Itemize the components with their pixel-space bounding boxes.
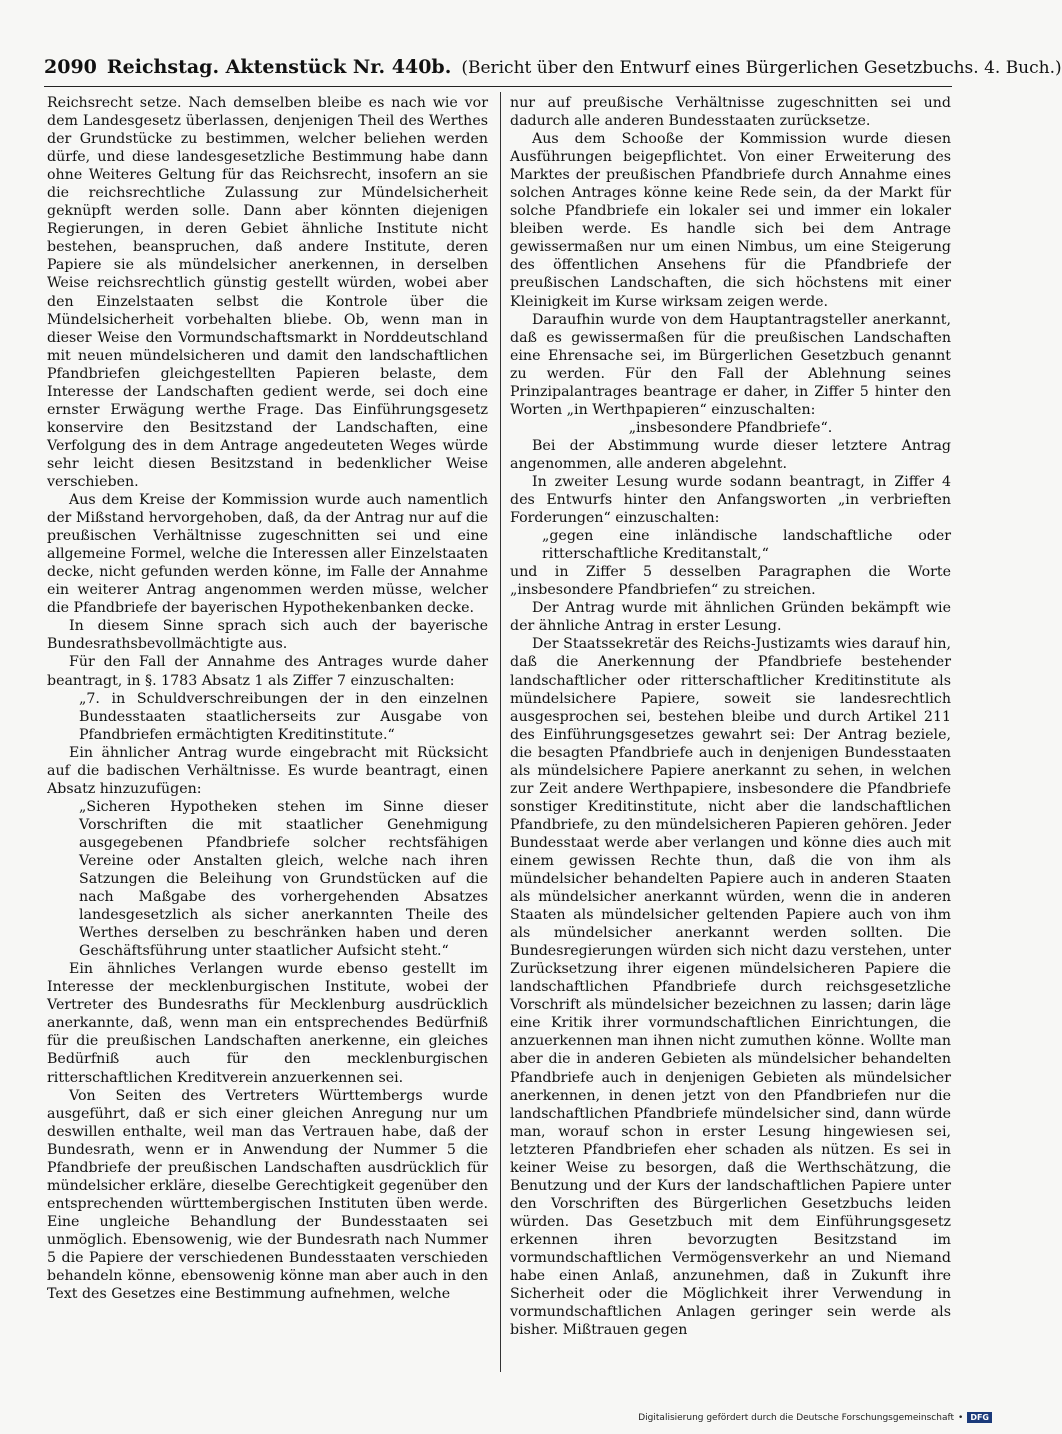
paragraph: Bei der Abstimmung wurde dieser letztere Antrag angenommen, alle anderen abgelehnt. [510,437,951,472]
quoted-amendment: „7. in Schuldverschreibungen der in den einzelnen Bundesstaaten staatlicherseits zur Ausgabe von Pfandbriefen ermächtigten Kreditinstitute.“ [79,690,488,743]
quoted-amendment: „Sicheren Hypotheken stehen im Sinne dieser Vorschriften die mit staatlicher Genehmigung ausgegebenen Pfandbriefe solcher rechtsfähigen Vereine oder Anstalten gleich, welche nach ihren Satzungen die Beleihung von Grundstücken auf die nach Maßgabe des vorhergehenden Absatzes landesgesetzlich als sicher anerkannten Theile des Werthes derselben zu beschränken haben und deren Geschäftsführung unter staatlicher Aufsicht steht.“ [79,798,488,960]
paragraph: Ein ähnlicher Antrag wurde eingebracht mit Rücksicht auf die badischen Verhältnisse. Es wurde beantragt, einen Absatz hinzuzufügen: [47,744,488,797]
paragraph: Der Antrag wurde mit ähnlichen Gründen bekämpft wie der ähnliche Antrag in erster Lesung. [510,600,951,635]
paragraph: Der Staatssekretär des Reichs-Justizamts wies darauf hin, daß die Anerkennung der Pfandbriefe bestehender landschaftlicher oder ritterschaftlicher Kreditinstitute als mündelsichere Papiere, soweit sie landesrechtlich ausgesprochen sei, bestehen bleibe und durch Artikel 211 des Einführungsgesetzes gewahrt sei: Der Antrag beziele, die besagten Pfandbriefe auch in denjenigen Bundesstaaten als mündelsichere Papiere anerkannt zu sehen, in welchen zur Zeit andere Werthpapiere, insbesondere die Pfandbriefe sonstiger Kreditinstitute, nicht aber die landschaftlichen Pfandbriefe, zu den mündelsicheren Papieren gehören. Jeder Bundesstaat werde aber verlangen und könne dies auch mit einem gewissen Rechte thun, daß die von ihm als mündelsicher behandelten Papiere auch in anderen Staaten als mündelsicher anerkannt würden, wenn die in anderen Staaten als mündelsicher geltenden Papiere auch von ihm als mündelsicher anerkannt werden sollten. Die Bundesregierungen würden sich nicht dazu verstehen, unter Zurücksetzung ihrer eigenen mündelsicheren Papiere die landschaftlichen Pfandbriefe durch reichsgesetzliche Vorschrift als mündelsicher bezeichnen zu lassen; darin läge eine Kritik ihrer vormundschaftlichen Einrichtungen, die anzuerkennen man ihnen nicht zumuthen könne. Wollte man aber die in anderen Gebieten als mündelsicher behandelten Pfandbriefe auch in denjenigen Gebieten als mündelsicher anerkennen, in denen jetzt von den Pfandbriefen nur die landschaftlichen Pfandbriefe mündelsicher sind, dann würde man, worauf schon in erster Lesung hingewiesen sei, letzteren Pfandbriefen eher schaden als nützen. Es sei in keiner Weise zu besorgen, daß die Werthschätzung, die Benutzung und der Kurs der landschaftlichen Papiere unter den Vorschriften des Bürgerlichen Gesetzbuchs leiden würden. Das Gesetzbuch mit dem Einführungsgesetz erkennen ihren bevorzugten Besitzstand im vormundschaftlichen Vermögensverkehr an und Niemand habe einen Anlaß, anzunehmen, daß in Zukunft ihre Sicherheit oder die Möglichkeit ihrer Verwendung in vormundschaftlichen Anlagen geringer sein werde als bisher. Mißtrauen gegen [510,636,951,1339]
paragraph: Reichsrecht setze. Nach demselben bleibe es nach wie vor dem Landesgesetz überlassen, denjenigen Theil des Werthes der Grundstücke zu bestimmen, welcher beliehen werden dürfe, und diese landesgesetzliche Bestimmung habe dann ohne Weiteres Geltung für das Reichsrecht, insofern an sie die reichsrechtliche Zulassung zur Mündelsicherheit geknüpft werden solle. Dann aber könnten diejenigen Regierungen, in deren Gebiet ähnliche Institute nicht bestehen, beanspruchen, daß andere Institute, deren Papiere sie als mündelsicher anerkennen, in derselben Weise reichsrechtlich günstig gestellt würden, wobei aber den Einzelstaaten selbst die Kontrole über die Mündelsicherheit vorbehalten bliebe. Ob, wenn man in dieser Weise den Vormundschaftsmarkt in Norddeutschland mit neuen mündelsicheren und damit den landschaftlichen Pfandbriefen gleichgestellten Papieren belaste, dem Interesse der Landschaften gedient werde, sei doch eine ernster Erwägung werthe Frage. Das Einführungsgesetz konservire den Besitzstand der Landschaften, eine Verfolgung des in dem Antrage angedeuteten Weges würde sehr leicht diesen Besitzstand in bedenklicher Weise verschieben. [47,95,488,490]
right-column [510,94,951,1374]
document-title: Reichstag. Aktenstück Nr. 440b. [106,56,452,78]
document-subtitle: (Bericht über den Entwurf eines Bürgerlichen Gesetzbuchs. 4. Buch.) [461,58,1062,78]
paragraph: Aus dem Schooße der Kommission wurde diesen Ausführungen beigepflichtet. Von einer Erweiterung des Marktes der preußischen Pfandbriefe durch Annahme eines solchen Antrages könne keine Rede sein, da der Markt für solche Pfandbriefe ein lokaler sei und immer ein lokaler bleiben werde. Es handle sich bei dem Antrage gewissermaßen nur um einen Nimbus, um eine Steigerung des öffentlichen Ansehens für die Pfandbriefe der preußischen Landschaften, die sich höchstens mit einer Kleinigkeit im Kurse wirksam zeigen werde. [510,131,951,310]
page-number: 2090 [44,56,97,78]
page-header [44,56,1062,78]
paragraph: Daraufhin wurde von dem Hauptantragsteller anerkannt, daß es gewissermaßen für die preußischen Landschaften eine Ehrensache sei, im Bürgerlichen Gesetzbuch genannt zu werden. Für den Fall der Ablehnung seines Prinzipalantrages beantrage er daher, in Ziffer 5 hinter den Worten „in Werthpapieren“ einzuschalten: [510,311,951,418]
paragraph: In zweiter Lesung wurde sodann beantragt, in Ziffer 4 des Entwurfs hinter den Anfangsworten „in verbrieften Forderungen“ einzuschalten: [510,473,951,527]
quoted-amendment: „insbesondere Pfandbriefe“. [628,419,833,436]
funding-note: Digitalisierung gefördert durch die Deutsche Forschungsgemeinschaft [638,1412,955,1423]
paragraph: Aus dem Kreise der Kommission wurde auch namentlich der Mißstand hervorgehoben, daß, da der Antrag nur auf die preußischen Verhältnisse zugeschnitten sei und eine allgemeine Formel, welche die Interessen aller Einzelstaaten decke, nicht gefunden werden könne, im Falle der Annahme ein weiterer Antrag angenommen werden müsse, welcher die Pfandbriefe der bayerischen Hypothekenbanken decke. [47,492,488,617]
quoted-amendment: „gegen eine inländische landschaftliche oder ritterschaftliche Kreditanstalt,“ [542,528,951,563]
header-rule [44,86,952,87]
left-column [47,94,488,1374]
paragraph: und in Ziffer 5 desselben Paragraphen die Worte „insbesondere Pfandbriefen“ zu streichen. [510,564,951,599]
paragraph: Von Seiten des Vertreters Württembergs wurde ausgeführt, daß er sich einer gleichen Anregung nur um deswillen enthalte, weil man das Vertrauen habe, daß der Bundesrath, wenn er in Anwendung der Nummer 5 die Pfandbriefe der preußischen Landschaften ausdrücklich für mündelsicher erkläre, dieselbe Gerechtigkeit gegenüber den entsprechenden württembergischen Instituten üben werde. Eine ungleiche Behandlung der Bundesstaaten sei unmöglich. Ebensowenig, wie der Bundesrath nach Nummer 5 die Papiere der verschiedenen Bundesstaaten verschieden behandeln könne, ebensowenig könne man aber auch in den Text des Gesetzes eine Bestimmung aufnehmen, welche [47,1087,488,1303]
dfg-logo: DFG [967,1412,992,1423]
footer: Digitalisierung gefördert durch die Deutsche Forschungsgemeinschaft • DFG [638,1412,992,1423]
paragraph: Für den Fall der Annahme des Antrages wurde daher beantragt, in §. 1783 Absatz 1 als Ziffer 7 einzuschalten: [47,654,488,689]
paragraph: nur auf preußische Verhältnisse zugeschnitten sei und dadurch alle anderen Bundesstaaten zurücksetze. [510,95,951,130]
column-divider [500,92,501,1372]
paragraph: In diesem Sinne sprach sich auch der bayerische Bundesrathsbevollmächtigte aus. [47,618,488,653]
paragraph: Ein ähnliches Verlangen wurde ebenso gestellt im Interesse der mecklenburgischen Institute, wobei der Vertreter des Bundesraths für Mecklenburg ausdrücklich anerkannte, daß, wenn man ein entsprechendes Bedürfniß für die preußischen Landschaften anerkenne, ein gleiches Bedürfniß auch für den mecklenburgischen ritterschaftlichen Kreditverein anzuerkennen sei. [47,961,488,1086]
